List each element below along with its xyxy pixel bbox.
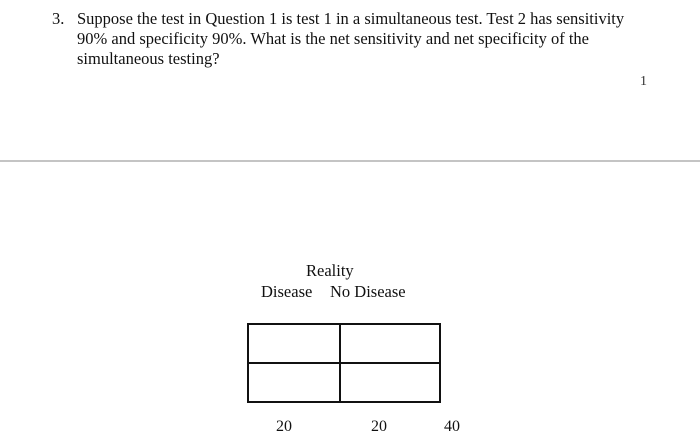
question-text: Suppose the test in Question 1 is test 1 in a simultaneous test. Test 2 has sensitivity 90% and specificity 90%. What is the net sensitivity and net specificity of the simultaneous testing? [77, 9, 625, 68]
page-number: 1 [640, 74, 647, 89]
grand-total: 40 [444, 418, 460, 435]
column-header-no-disease: No Disease [330, 282, 406, 301]
page-divider [0, 160, 700, 162]
table-row-divider [249, 362, 439, 364]
table-title: Reality [306, 261, 354, 280]
column-total-disease: 20 [276, 418, 292, 435]
contingency-table [247, 323, 441, 403]
column-total-no-disease: 20 [371, 418, 387, 435]
column-header-disease: Disease [261, 282, 313, 301]
question-number: 3. [52, 9, 65, 28]
